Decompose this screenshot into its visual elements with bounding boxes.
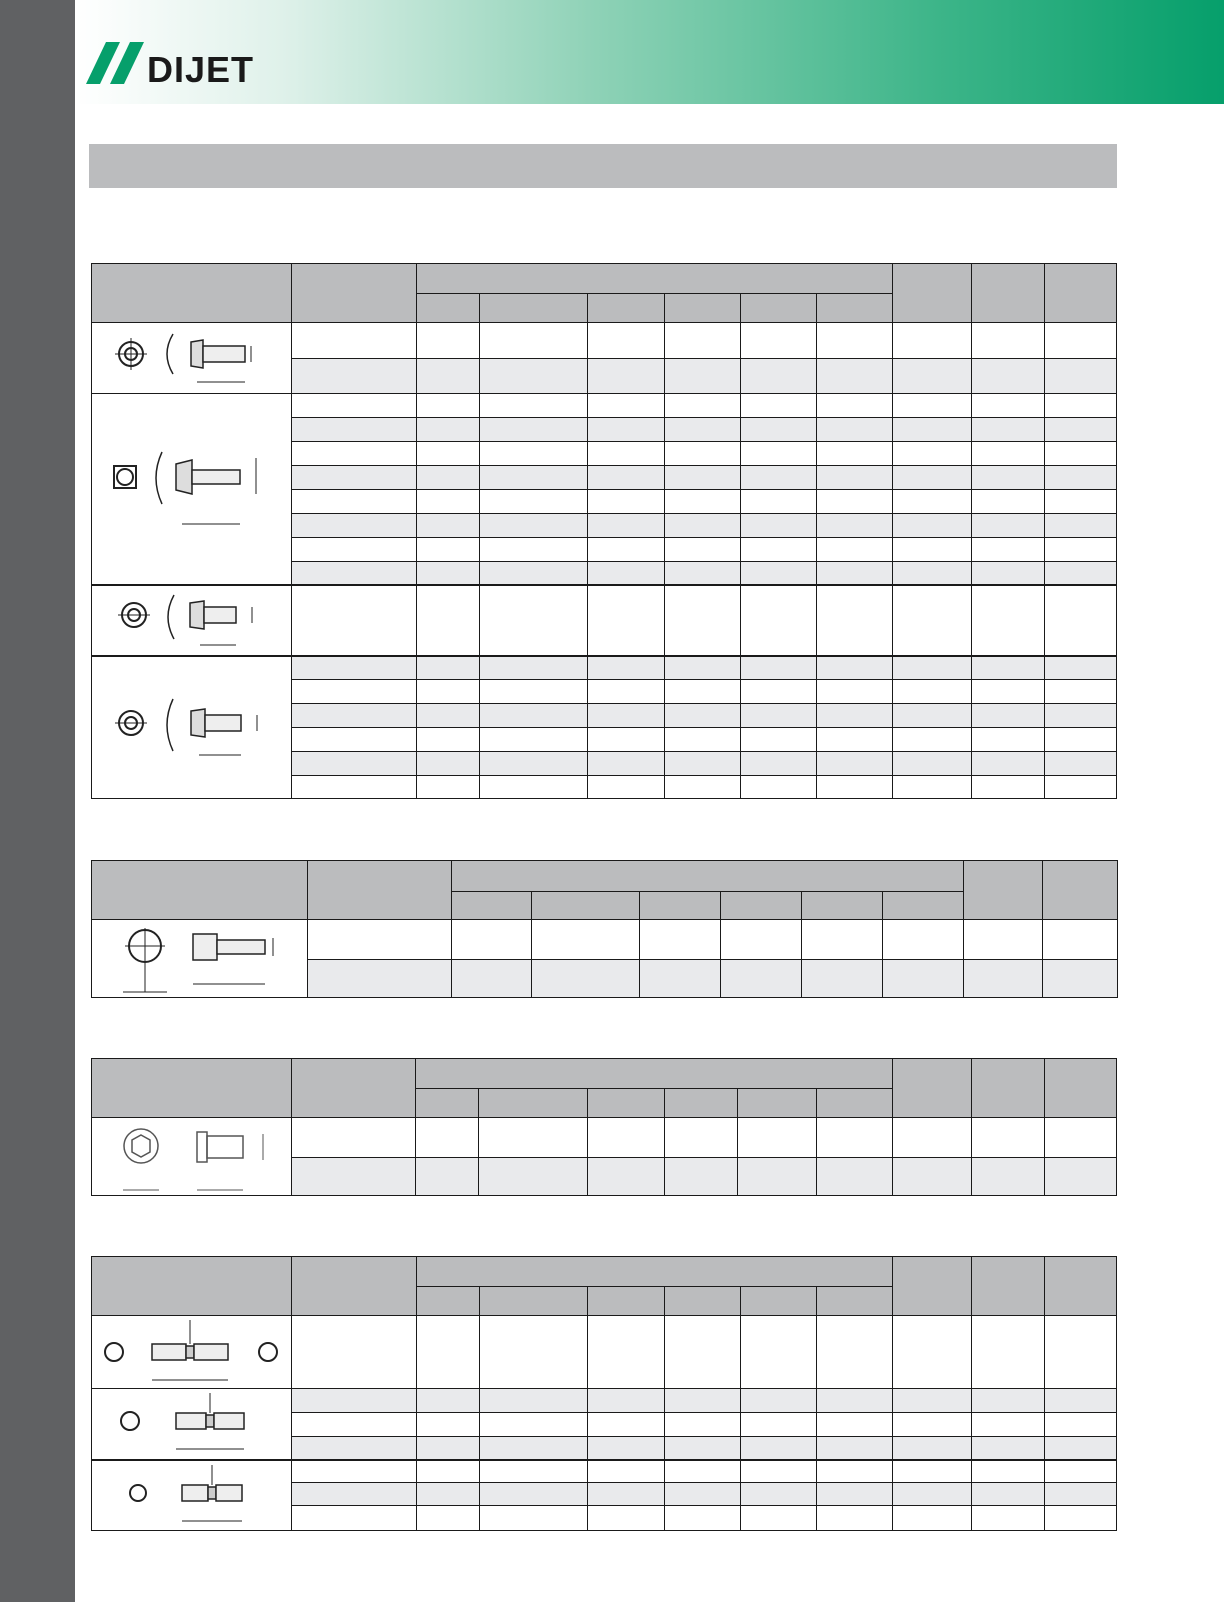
double-end-screw-icon <box>106 1463 276 1527</box>
countersunk-screw-icon <box>116 589 266 651</box>
col-header-a <box>416 1287 479 1316</box>
cap-screw-drawing <box>92 920 308 998</box>
countersunk-screw-drawing-a <box>92 323 292 394</box>
col-header-f <box>817 1287 892 1316</box>
col-header-dimensions <box>416 1257 892 1287</box>
col-header-a <box>416 294 479 323</box>
col-header-c <box>588 294 664 323</box>
col-header-part-no <box>291 1059 415 1118</box>
countersunk-screw-icon <box>111 687 271 767</box>
col-header-d <box>721 892 802 920</box>
col-header-f <box>883 892 964 920</box>
col-header-e <box>741 1287 817 1316</box>
double-end-screw-drawing-a <box>92 1316 292 1389</box>
col-header-a <box>452 892 532 920</box>
col-header-figure <box>92 1257 292 1316</box>
countersunk-screw-icon <box>111 328 271 388</box>
col-header-d <box>665 1089 738 1118</box>
col-header-stock <box>1044 1257 1116 1316</box>
hex-screw-icon <box>111 1120 271 1194</box>
col-header-figure <box>92 264 292 323</box>
section-title-bar <box>89 144 1117 188</box>
col-header-f <box>816 1089 892 1118</box>
col-header-figure <box>92 861 308 920</box>
col-header-c <box>640 892 721 920</box>
double-end-screw-icon <box>96 1316 286 1388</box>
col-header-d <box>664 1287 740 1316</box>
countersunk-screw-drawing-d <box>92 656 292 799</box>
col-header-e <box>802 892 883 920</box>
col-header-c <box>588 1287 664 1316</box>
col-header-part-no <box>291 264 416 323</box>
col-header-f <box>817 294 892 323</box>
col-header-b <box>532 892 640 920</box>
col-header-e <box>738 1089 816 1118</box>
cap-screw-icon <box>115 922 285 996</box>
col-header-torque <box>892 1257 971 1316</box>
col-header-wrench <box>972 264 1044 323</box>
col-header-d <box>664 294 740 323</box>
countersunk-screw-drawing-b <box>92 394 292 585</box>
hex-socket-screw-drawing <box>92 1118 292 1196</box>
col-header-part-no <box>308 861 452 920</box>
brand-name: DIJET <box>147 49 255 90</box>
col-header-figure <box>92 1059 292 1118</box>
col-header-torque <box>892 264 971 323</box>
double-end-screw-icon <box>106 1391 276 1457</box>
col-header-b <box>479 1089 587 1118</box>
double-end-screw-drawing-c <box>92 1460 292 1531</box>
screw-table-3 <box>91 1058 1117 1196</box>
col-header-dimensions <box>416 1059 893 1089</box>
col-header-wrench <box>972 1059 1044 1118</box>
col-header-b <box>479 1287 588 1316</box>
col-header-stock <box>1044 1059 1116 1118</box>
sidebar-strip <box>0 0 75 1602</box>
screw-table-1 <box>91 263 1117 799</box>
double-end-screw-drawing-b <box>92 1389 292 1460</box>
col-header-dimensions <box>416 264 892 294</box>
screw-table-4 <box>91 1256 1117 1531</box>
col-header-torque <box>893 1059 972 1118</box>
col-header-part-no <box>291 1257 416 1316</box>
logo-mark-icon <box>86 40 150 88</box>
col-header-stock <box>1044 264 1116 323</box>
col-header-wrench <box>1043 861 1118 920</box>
screw-table-2 <box>91 860 1118 998</box>
col-header-torque <box>964 861 1043 920</box>
col-header-a <box>416 1089 479 1118</box>
col-header-b <box>479 294 588 323</box>
countersunk-screw-drawing-c <box>92 585 292 656</box>
page-title <box>89 144 1117 168</box>
col-header-e <box>741 294 817 323</box>
col-header-wrench <box>972 1257 1044 1316</box>
col-header-dimensions <box>452 861 964 892</box>
col-header-c <box>587 1089 664 1118</box>
countersunk-screw-icon <box>106 444 276 534</box>
